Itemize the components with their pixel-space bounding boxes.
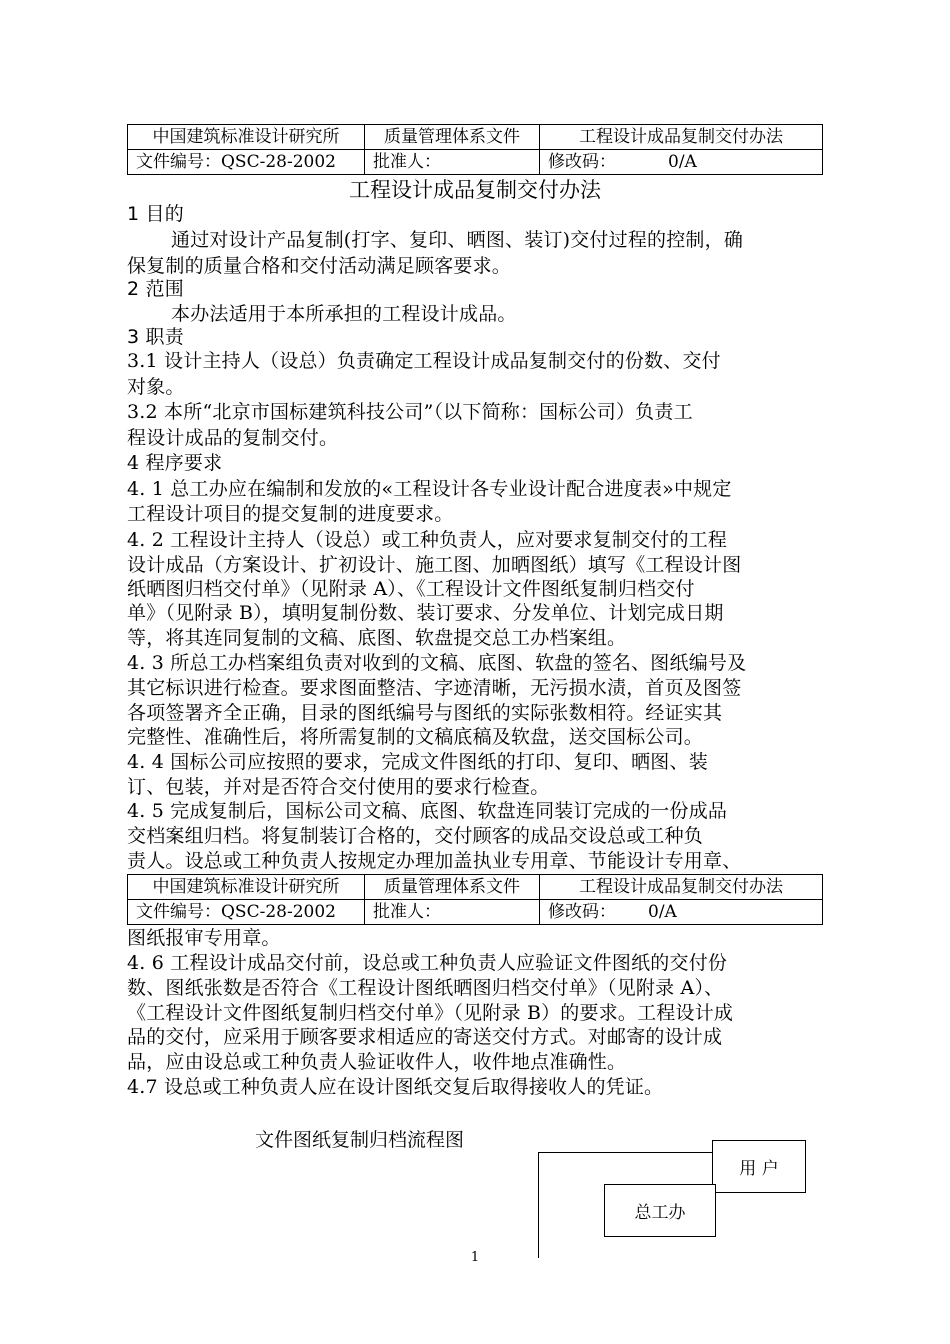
header-doc-title: 工程设计成品复制交付办法 [540,125,823,150]
para-line: 4. 6 工程设计成品交付前，设总或工种负责人应验证文件图纸的交付份 [127,952,728,974]
header-doc-title: 工程设计成品复制交付办法 [540,875,823,900]
para-line: 交档案组归档。将复制装订合格的，交付顾客的成品交设总或工种负 [127,825,704,847]
para-line: 对象。 [127,376,185,398]
header-revision-value: 0/A [648,902,677,922]
para-line: 保复制的质量合格和交付活动满足顾客要求。 [127,255,512,277]
para-line: 3.2 本所“北京市国标建筑科技公司”（以下简称：国标公司）负责工 [127,401,693,423]
para-line: 品，应由设总或工种负责人验证收件人，收件地点准确性。 [127,1051,627,1073]
section-1-heading: 1 目的 [127,203,184,225]
para-line: 订、包装，并对是否符合交付使用的要求行检查。 [127,776,550,798]
header-org: 中国建筑标准设计研究所 [128,125,365,150]
para-line: 通过对设计产品复制(打字、复印、晒图、装订)交付过程的控制，确 [171,229,744,251]
para-line: 品的交付，应采用于顾客要求相适应的寄送交付方式。对邮寄的设计成 [127,1026,723,1048]
para-line: 完整性、准确性后，将所需复制的文稿底稿及软盘，送交国标公司。 [127,726,704,748]
header-revision-label: 修改码： [548,902,616,922]
para-line: 4.7 设总或工种负责人应在设计图纸交复后取得接收人的凭证。 [127,1076,664,1098]
para-line: 《工程设计文件图纸复制归档交付单》（见附录 B）的要求。工程设计成 [127,1002,734,1024]
header-revision-value: 0/A [668,152,697,172]
header-table-repeat [127,874,823,925]
para-line: 4. 1 总工办应在编制和发放的«工程设计各专业设计配合进度表»中规定 [127,478,732,500]
header-table-top [127,124,823,175]
para-line: 纸晒图归档交付单》（见附录 A）、《工程设计文件图纸复制归档交付 [127,578,695,600]
para-line: 单》（见附录 B），填明复制份数、装订要求、分发单位、计划完成日期 [127,602,724,624]
para-line: 其它标识进行检查。要求图面整洁、字迹清晰，无污损水渍，首页及图签 [127,677,742,699]
header-org: 中国建筑标准设计研究所 [128,875,365,900]
page-number: 1 [470,1250,480,1265]
para-line: 4. 4 国标公司应按照的要求，完成文件图纸的打印、复印、晒图、装 [127,751,708,773]
para-line: 4. 3 所总工办档案组负责对收到的文稿、底图、软盘的签名、图纸编号及 [127,652,747,674]
section-3-heading: 3 职责 [127,326,184,348]
header-revision [540,150,823,175]
para-line: 责人。设总或工种负责人按规定办理加盖执业专用章、节能设计专用章、 [127,850,742,872]
flow-box-user: 用 户 [712,1140,806,1193]
section-4-heading: 4 程序要求 [127,452,223,474]
header-revision [540,900,823,925]
flowchart-title: 文件图纸复制归档流程图 [255,1129,465,1151]
para-line: 图纸报审专用章。 [127,927,281,949]
para-line: 各项签署齐全正确，目录的图纸编号与图纸的实际张数相符。经证实其 [127,702,723,724]
header-system: 质量管理体系文件 [365,875,540,900]
para-line: 数、图纸张数是否符合《工程设计图纸晒图归档交付单》（见附录 A）、 [127,977,724,999]
para-line: 4. 5 完成复制后，国标公司文稿、底图、软盘连同装订完成的一份成品 [127,800,728,822]
para-line: 设计成品（方案设计、扩初设计、施工图、加晒图纸）填写《工程设计图 [127,554,742,576]
header-approver: 批准人： [365,900,540,925]
flow-box-office: 总工办 [604,1184,716,1237]
document-title: 工程设计成品复制交付办法 [349,178,601,202]
para-line: 本办法适用于本所承担的工程设计成品。 [171,303,517,325]
para-line: 4. 2 工程设计主持人（设总）或工种负责人，应对要求复制交付的工程 [127,529,728,551]
header-system: 质量管理体系文件 [365,125,540,150]
section-2-heading: 2 范围 [127,278,184,300]
header-revision-label: 修改码： [548,152,616,172]
para-line: 程设计成品的复制交付。 [127,427,339,449]
header-approver: 批准人： [365,150,540,175]
para-line: 等，将其连同复制的文稿、底图、软盘提交总工办档案组。 [127,627,627,649]
flow-connector-horizontal [538,1152,713,1153]
flow-connector-vertical [538,1152,539,1258]
para-line: 工程设计项目的提交复制的进度要求。 [127,503,454,525]
header-file-no: 文件编号：QSC-28-2002 [128,150,365,175]
header-file-no: 文件编号：QSC-28-2002 [128,900,365,925]
para-line: 3.1 设计主持人（设总）负责确定工程设计成品复制交付的份数、交付 [127,350,721,372]
